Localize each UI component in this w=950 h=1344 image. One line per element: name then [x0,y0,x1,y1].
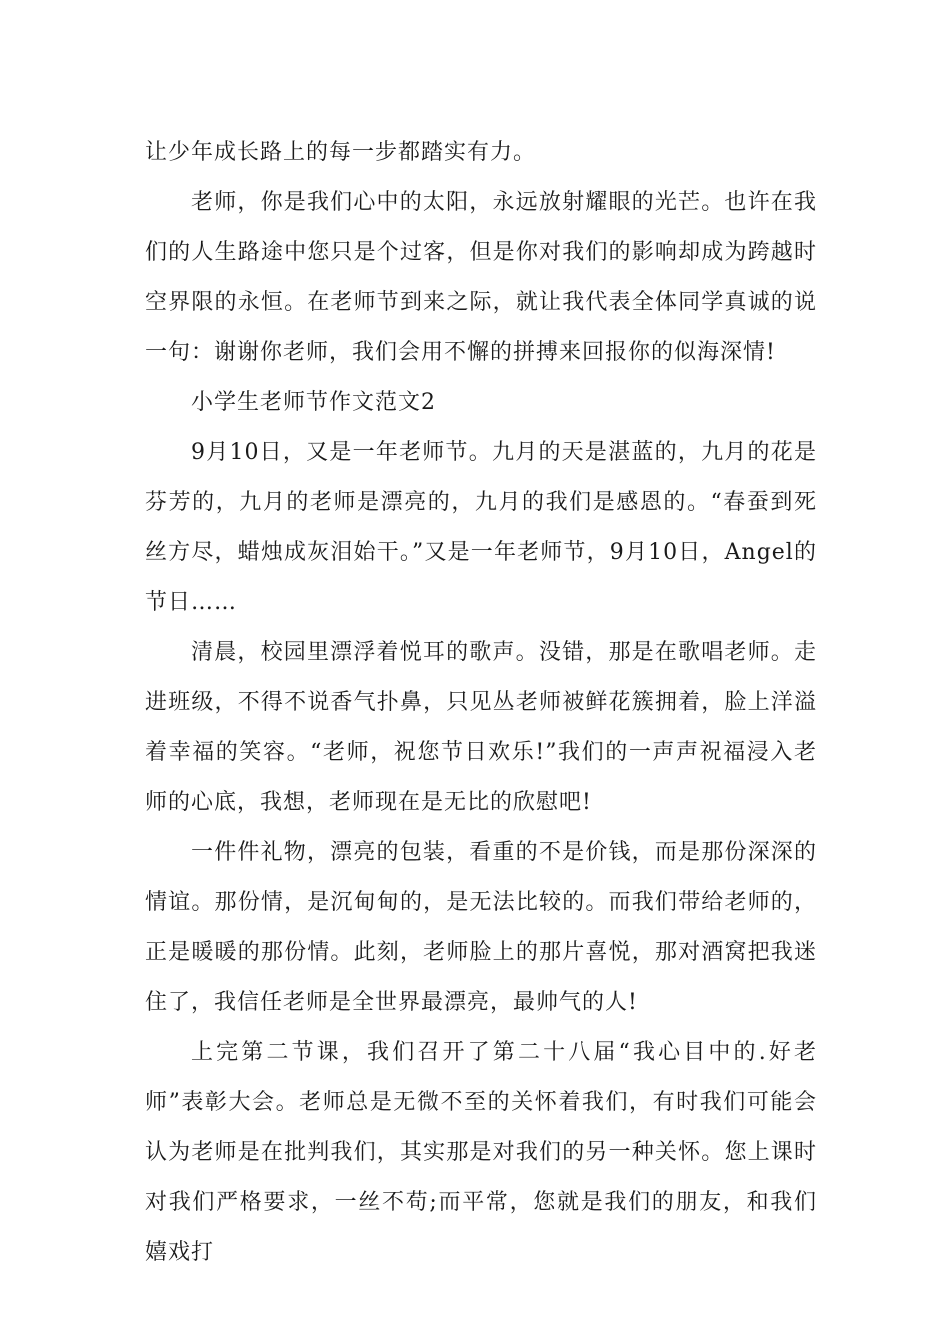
paragraph-continuation: 让少年成长路上的每一步都踏实有力。 [145,140,537,165]
paragraph-morning: 清晨，校园里漂浮着悦耳的歌声。没错，那是在歌唱老师。走进班级，不得不说香气扑鼻，只见丛老师被鲜花簇拥着，脸上洋溢着幸福的笑容。“老师，祝您节日欢乐!”我们的一声声祝福浸入老师的心底，我想，老师现在是无比的欣慰吧! [145,640,817,815]
paragraph-award-meeting: 上完第二节课，我们召开了第二十八届“我心目中的.好老师”表彰大会。老师总是无微不至的关怀着我们，有时我们可能会认为老师是在批判我们，其实那是对我们的另一种关怀。您上课时对我们严格要求，一丝不苟;而平常，您就是我们的朋友，和我们嬉戏打 [145,1040,817,1265]
section-heading: 小学生老师节作文范文2 [191,390,436,415]
paragraph-gifts: 一件件礼物，漂亮的包装，看重的不是价钱，而是那份深深的情谊。那份情，是沉甸甸的，是无法比较的。而我们带给老师的，正是暖暖的那份情。此刻，老师脸上的那片喜悦，那对酒窝把我迷住了，我信任老师是全世界最漂亮，最帅气的人! [145,840,817,1015]
paragraph-september-tenth: 9月10日，又是一年老师节。九月的天是湛蓝的，九月的花是芬芳的，九月的老师是漂亮的，九月的我们是感恩的。“春蚕到死丝方尽，蜡烛成灰泪始干。”又是一年老师节，9月10日，Angel的节日…… [145,440,817,615]
body-text [145,128,817,1278]
paragraph-teacher-sun: 老师，你是我们心中的太阳，永远放射耀眼的光芒。也许在我们的人生路途中您只是个过客，但是你对我们的影响却成为跨越时空界限的永恒。在老师节到来之际，就让我代表全体同学真诚的说一句：谢谢你老师，我们会用不懈的拼搏来回报你的似海深情! [145,190,817,365]
